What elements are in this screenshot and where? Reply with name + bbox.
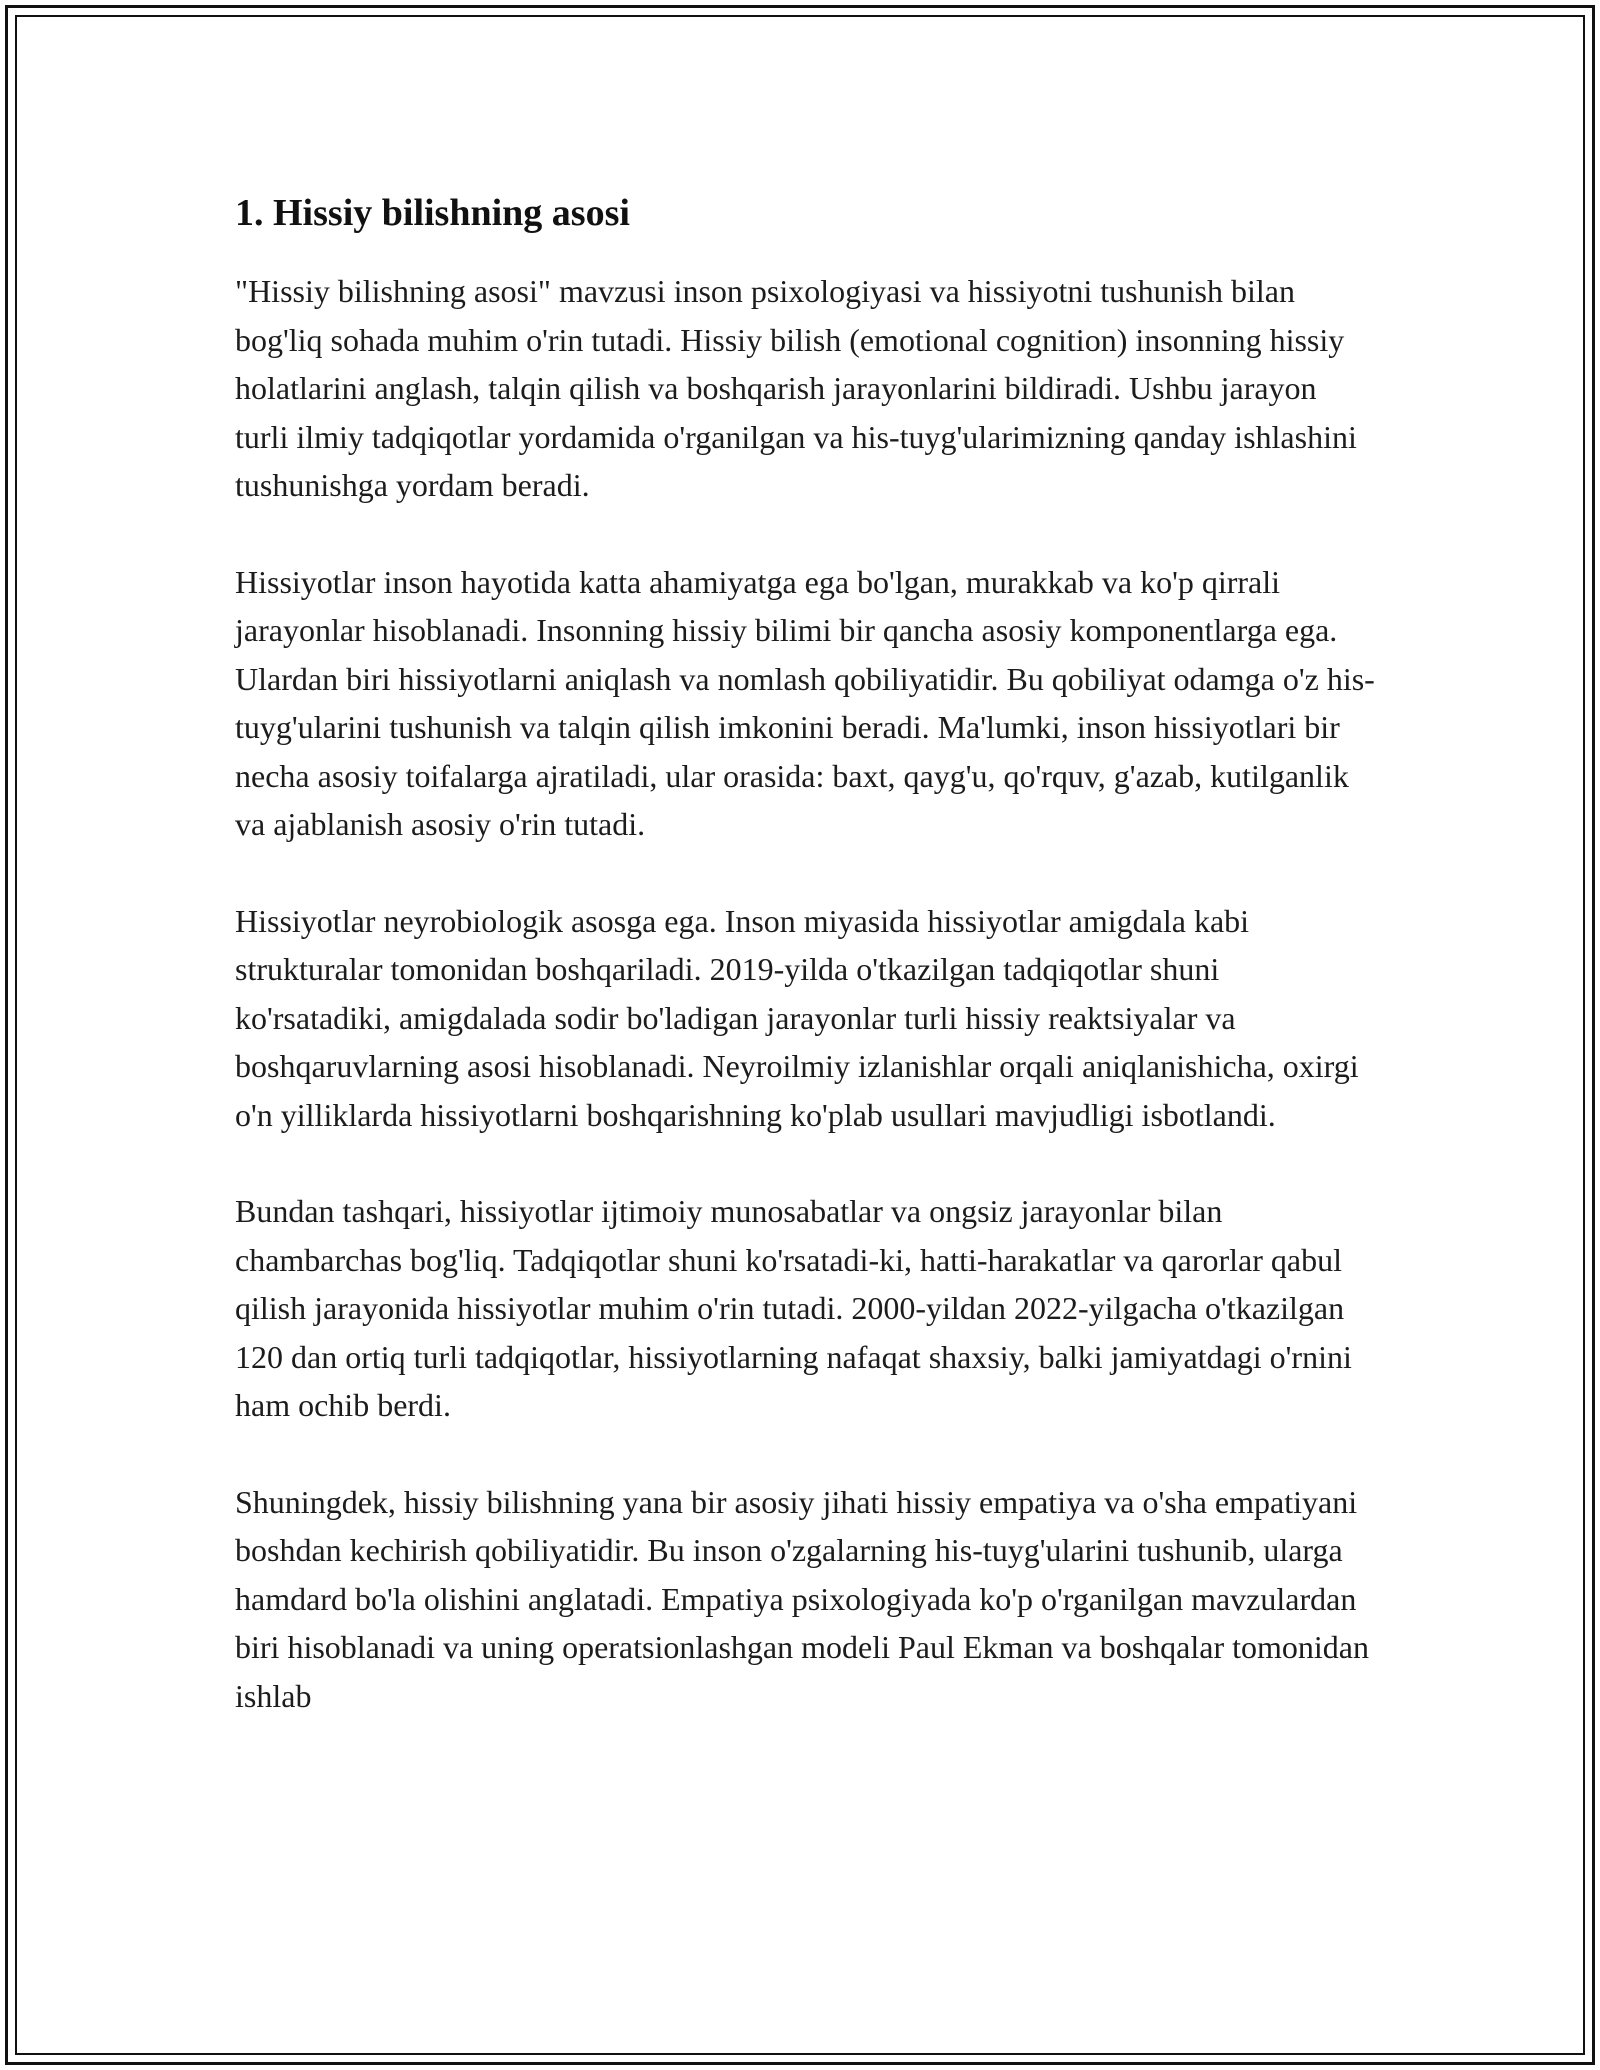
- document-body: [235, 185, 1375, 1768]
- paragraph-neurobiology: Hissiyotlar neyrobiologik asosga ega. Inson miyasida hissiyotlar amigdala kabi strukturalar tomonidan boshqariladi. 2019-yilda o'tkazilgan tadqiqotlar shuni ko'rsatadiki, amigdalada sodir bo'ladigan jarayonlar turli hissiy reaktsiyalar va boshqaruvlarning asosi hisoblanadi. Neyroilmiy izlanishlar orqali aniqlanishicha, oxirgi o'n yilliklarda hissiyotlarni boshqarishning ko'plab usullari mavjudligi isbotlandi.: [235, 902, 1359, 1133]
- paragraph-social-relations: Bundan tashqari, hissiyotlar ijtimoiy munosabatlar va ongsiz jarayonlar bilan chambarchas bog'liq. Tadqiqotlar shuni ko'rsatadi-ki, hatti-harakatlar va qarorlar qabul qilish jarayonida hissiyotlar muhim o'rin tutadi. 2000-yildan 2022-yilgacha o'tkazilgan 120 dan ortiq turli tadqiqotlar, hissiyotlarning nafaqat shaxsiy, balki jamiyatdagi o'rnini ham ochib berdi.: [235, 1193, 1352, 1423]
- paragraph-empathy: Shuningdek, hissiy bilishning yana bir asosiy jihati hissiy empatiya va o'sha empatiyani boshdan kechirish qobiliyatidir. Bu inson o'zgalarning his-tuyg'ularini tushunib, ularga hamdard bo'la olishini anglatadi. Empatiya psixologiyada ko'p o'rganilgan mavzulardan biri hisoblanadi va uning operatsionlashgan modeli Paul Ekman va boshqalar tomonidan ishlab: [235, 1483, 1369, 1714]
- paragraph-emotion-components: Hissiyotlar inson hayotida katta ahamiyatga ega bo'lgan, murakkab va ko'p qirrali jarayonlar hisoblanadi. Insonning hissiy bilimi bir qancha asosiy komponentlarga ega. Ulardan biri hissiyotlarni aniqlash va nomlash qobiliyatidir. Bu qobiliyat odamga o'z his-tuyg'ularini tushunish va talqin qilish imkonini beradi. Ma'lumki, inson hissiyotlari bir necha asosiy toifalarga ajratiladi, ular orasida: baxt, qayg'u, qo'rquv, g'azab, kutilganlik va ajablanish asosiy o'rin tutadi.: [235, 563, 1375, 842]
- paragraph-intro: "Hissiy bilishning asosi" mavzusi inson psixologiyasi va hissiyotni tushunish bilan bog'liq sohada muhim o'rin tutadi. Hissiy bilish (emotional cognition) insonning hissiy holatlarini anglash, talqin qilish va boshqarish jarayonlarini bildiradi. Ushbu jarayon turli ilmiy tadqiqotlar yordamida o'rganilgan va his-tuyg'ularimizning qanday ishlashini tushunishga yordam beradi.: [235, 273, 1357, 503]
- section-heading: 1. Hissiy bilishning asosi: [235, 192, 630, 234]
